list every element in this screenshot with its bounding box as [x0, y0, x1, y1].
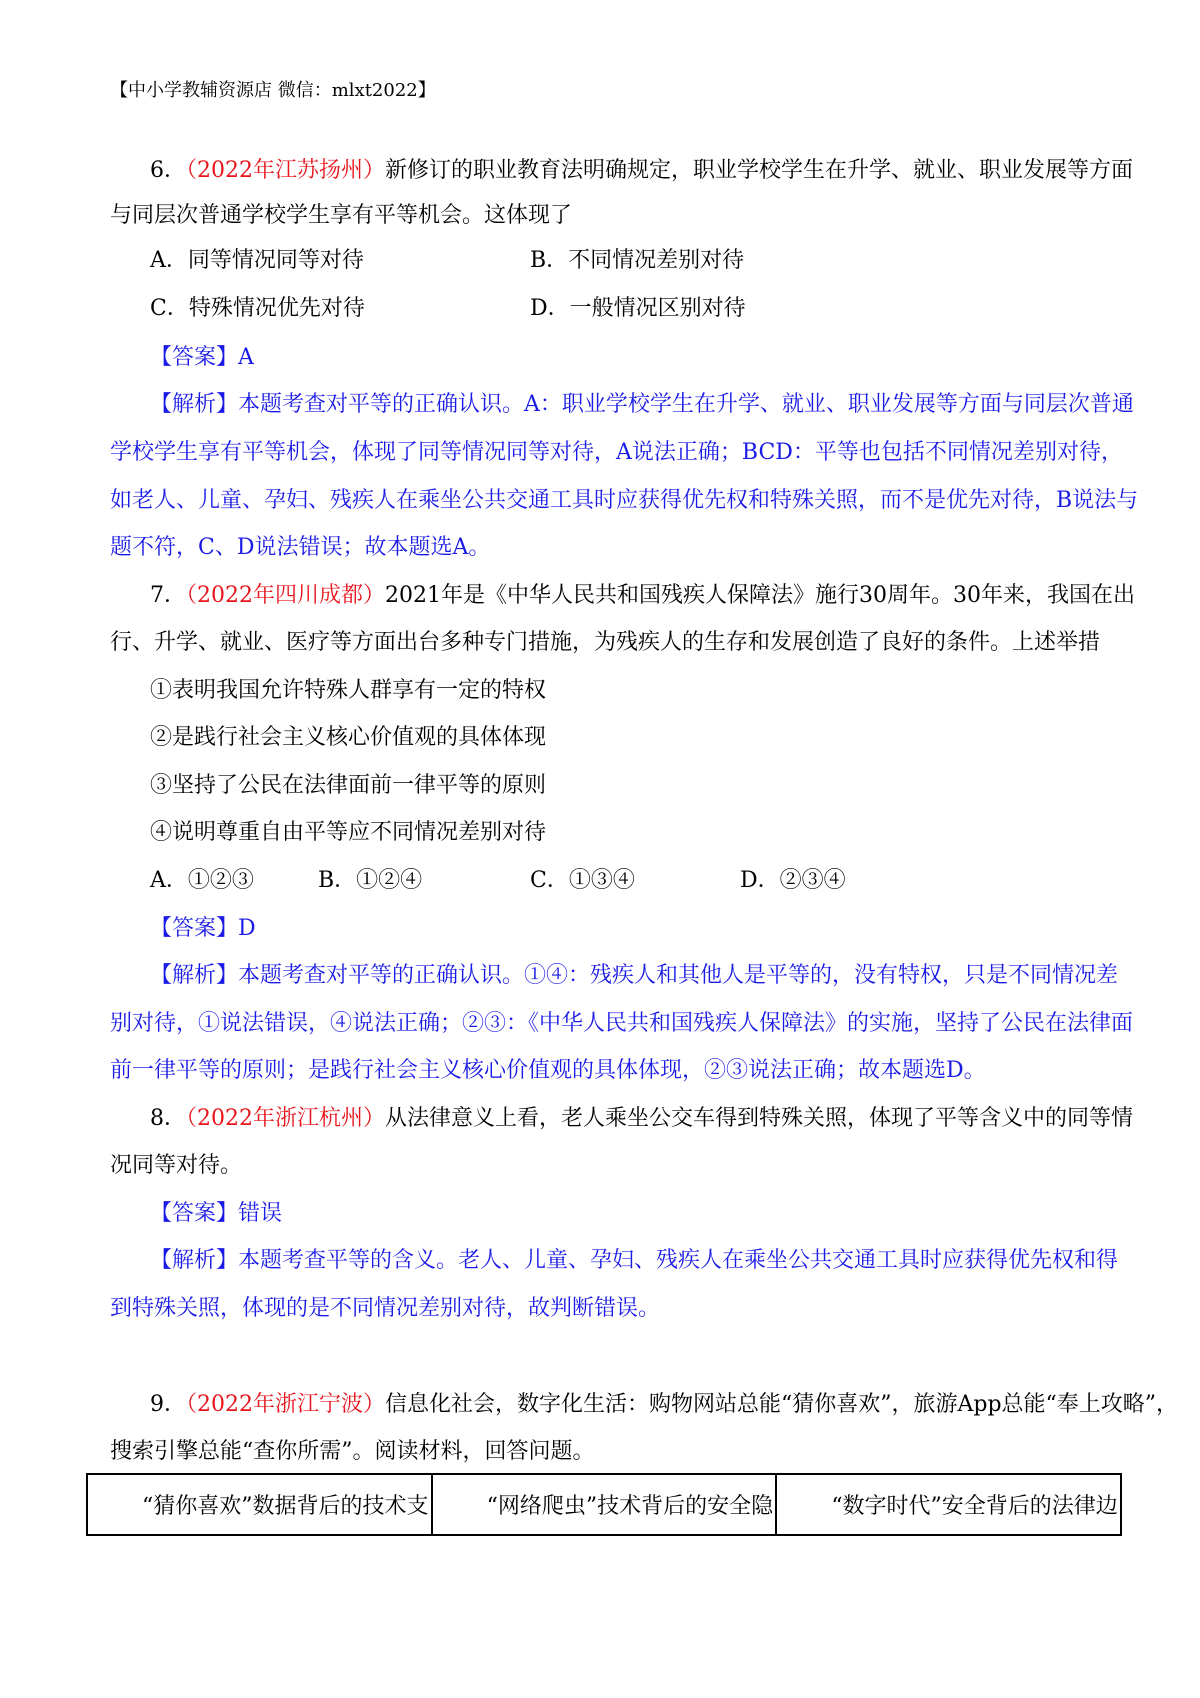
- q7-analysis-line-1: 【解析】本题考查对平等的正确认识。①④：残疾人和其他人是平等的，没有特权，只是不同情况差: [150, 963, 1119, 988]
- q6-stem-line-2: 与同层次普通学校学生享有平等机会。这体现了: [110, 203, 573, 228]
- q6-options-row-1: [150, 246, 364, 276]
- q8-stem-line-1: [150, 1104, 1133, 1134]
- table-cell-1: “猜你喜欢”数据背后的技术支: [87, 1474, 432, 1535]
- q7-stem-line-1: [150, 581, 1135, 611]
- q9-stem-line-1: [150, 1390, 1178, 1420]
- q7-stem-line-2: 行、升学、就业、医疗等方面出台多种专门措施，为残疾人的生存和发展创造了良好的条件。上述举措: [110, 630, 1101, 655]
- q9-material-table: [86, 1473, 1122, 1536]
- q8-analysis-line-1: 【解析】本题考查平等的含义。老人、儿童、孕妇、残疾人在乘坐公共交通工具时应获得优先权和得: [150, 1248, 1119, 1273]
- q8-analysis-line-2: 到特殊关照，体现的是不同情况差别对待，故判断错误。: [110, 1296, 661, 1321]
- q9-source: （2022年浙江宁波）: [186, 1392, 385, 1417]
- q9-number: 9．: [150, 1392, 186, 1417]
- q7-analysis-line-2: 别对待，①说法错误，④说法正确；②③：《中华人民共和国残疾人保障法》的实施，坚持了公民在法律面: [110, 1011, 1134, 1036]
- q7-statement-4: ④说明尊重自由平等应不同情况差别对待: [150, 820, 547, 845]
- q9-stem-line-2: 搜索引擎总能“查你所需”。阅读材料，回答问题。: [110, 1439, 595, 1464]
- q6-analysis-line-4: 题不符，C、D说法错误；故本题选A。: [110, 535, 491, 560]
- q6-option-c: C．特殊情况优先对待: [150, 296, 365, 321]
- q7-source: （2022年四川成都）: [186, 583, 385, 608]
- table-row: [87, 1474, 1121, 1535]
- table-cell-3: “数字时代”安全背后的法律边: [776, 1474, 1121, 1535]
- q6-stem-line-1: [150, 156, 1133, 186]
- q7-statement-3: ③坚持了公民在法律面前一律平等的原则: [150, 773, 547, 798]
- q7-statement-2: ②是践行社会主义核心价值观的具体体现: [150, 725, 547, 750]
- q6-analysis-line-1: 【解析】本题考查对平等的正确认识。A：职业学校学生在升学、就业、职业发展等方面与同层次普通: [150, 392, 1134, 417]
- q6-option-a: A．同等情况同等对待: [150, 248, 364, 273]
- q7-option-c: C．①③④: [530, 868, 635, 893]
- q8-stem-line-2: 况同等对待。: [110, 1153, 243, 1178]
- q7-stem-text-1: 2021年是《中华人民共和国残疾人保障法》施行30周年。30年来，我国在出: [385, 583, 1135, 608]
- q6-stem-text-1: 新修订的职业教育法明确规定，职业学校学生在升学、就业、职业发展等方面: [385, 158, 1134, 183]
- q7-option-a: A．①②③: [150, 868, 254, 893]
- q6-option-d: D．一般情况区别对待: [530, 296, 746, 321]
- q7-statement-1: ①表明我国允许特殊人群享有一定的特权: [150, 678, 547, 703]
- q6-analysis-line-3: 如老人、儿童、孕妇、残疾人在乘坐公共交通工具时应获得优先权和特殊关照，而不是优先对待，B说法与: [110, 488, 1139, 513]
- q8-answer: 【答案】错误: [150, 1201, 283, 1226]
- q7-number: 7．: [150, 583, 186, 608]
- page-header: 【中小学教辅资源店 微信：mlxt2022】: [110, 80, 436, 101]
- q8-source: （2022年浙江杭州）: [186, 1106, 385, 1131]
- q6-number: 6．: [150, 158, 186, 183]
- q6-answer: 【答案】A: [150, 345, 254, 370]
- q6-source: （2022年江苏扬州）: [186, 158, 385, 183]
- table-cell-2: “网络爬虫”技术背后的安全隐: [432, 1474, 777, 1535]
- q6-option-b: B．不同情况差别对待: [530, 248, 745, 273]
- q7-answer: 【答案】D: [150, 916, 256, 941]
- q8-stem-text-1: 从法律意义上看，老人乘坐公交车得到特殊关照，体现了平等含义中的同等情: [385, 1106, 1134, 1131]
- q9-stem-text-1: 信息化社会，数字化生活：购物网站总能“猜你喜欢”，旅游App总能“奉上攻略”，: [385, 1392, 1179, 1417]
- q7-analysis-line-3: 前一律平等的原则；是践行社会主义核心价值观的具体体现，②③说法正确；故本题选D。: [110, 1058, 986, 1083]
- q7-option-d: D．②③④: [740, 868, 846, 893]
- q6-analysis-line-2: 学校学生享有平等机会，体现了同等情况同等对待，A说法正确；BCD：平等也包括不同情况差别对待，: [110, 440, 1123, 465]
- q8-number: 8．: [150, 1106, 186, 1131]
- q7-option-b: B．①②④: [318, 868, 423, 893]
